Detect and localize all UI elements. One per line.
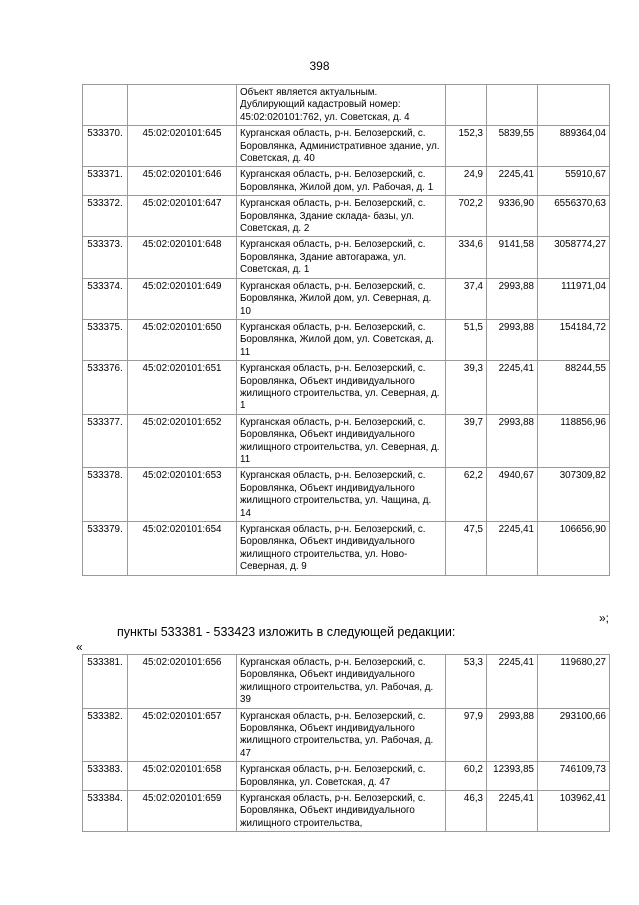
- object-area-cell: 97,9: [446, 708, 487, 762]
- cadastral-cost-cell: 106656,90: [538, 522, 610, 576]
- object-address-cell: Курганская область, р-н. Белозерский, с. Боровлянка, Объект индивидуального жилищного строительства, ул. Чащина, д. 14: [237, 468, 446, 522]
- cadastral-number-cell: 45:02:020101:650: [128, 319, 237, 360]
- object-area-cell: 702,2: [446, 196, 487, 237]
- cadastral-number-cell: 45:02:020101:645: [128, 126, 237, 167]
- object-address-cell: Курганская область, р-н. Белозерский, с. Боровлянка, Объект индивидуального жилищного строительства,: [237, 791, 446, 832]
- cadastral-cost-cell: 293100,66: [538, 708, 610, 762]
- registry-table-top-body: [83, 85, 610, 576]
- object-area-cell: 334,6: [446, 237, 487, 278]
- opening-quote-mark: «: [76, 640, 83, 654]
- object-address-cell: Курганская область, р-н. Белозерский, с. Боровлянка, Объект индивидуального жилищного строительства, ул. Ново-Северная, д. 9: [237, 522, 446, 576]
- cadastral-number-cell: 45:02:020101:658: [128, 762, 237, 791]
- object-address-cell: Курганская область, р-н. Белозерский, с. Боровлянка, Объект индивидуального жилищного строительства, ул. Северная, д. 1: [237, 361, 446, 415]
- cadastral-cost-cell: 3058774,27: [538, 237, 610, 278]
- table-row: [83, 196, 610, 237]
- table-row: [83, 85, 610, 126]
- row-number-cell: 533378.: [83, 468, 128, 522]
- unit-price-cell: 9141,58: [487, 237, 538, 278]
- unit-price-cell: 2993,88: [487, 278, 538, 319]
- row-number-cell: 533370.: [83, 126, 128, 167]
- cadastral-number-cell: 45:02:020101:659: [128, 791, 237, 832]
- object-area-cell: 60,2: [446, 762, 487, 791]
- object-area-cell: 37,4: [446, 278, 487, 319]
- object-area-cell: 53,3: [446, 655, 487, 709]
- object-address-cell: Курганская область, р-н. Белозерский, с. Боровлянка, Объект индивидуального жилищного строительства, ул. Рабочая, д. 39: [237, 655, 446, 709]
- cadastral-cost-cell: 88244,55: [538, 361, 610, 415]
- cadastral-number-cell: 45:02:020101:648: [128, 237, 237, 278]
- row-number-cell: 533383.: [83, 762, 128, 791]
- cadastral-number-cell: 45:02:020101:649: [128, 278, 237, 319]
- object-area-cell: 24,9: [446, 167, 487, 196]
- table-row: [83, 319, 610, 360]
- table-row: [83, 655, 610, 709]
- row-number-cell: 533382.: [83, 708, 128, 762]
- object-area-cell: 62,2: [446, 468, 487, 522]
- object-address-cell: Курганская область, р-н. Белозерский, с. Боровлянка, Здание автогаража, ул. Советская, д. 1: [237, 237, 446, 278]
- registry-table-bottom-body: [83, 655, 610, 832]
- table-row: [83, 791, 610, 832]
- cadastral-cost-cell: 6556370,63: [538, 196, 610, 237]
- table-row: [83, 762, 610, 791]
- cadastral-cost-cell: 103962,41: [538, 791, 610, 832]
- cadastral-number-cell: 45:02:020101:647: [128, 196, 237, 237]
- cadastral-cost-cell: 889364,04: [538, 126, 610, 167]
- unit-price-cell: 2245,41: [487, 522, 538, 576]
- unit-price-cell: 2245,41: [487, 791, 538, 832]
- row-number-cell: 533371.: [83, 167, 128, 196]
- row-number-cell: 533377.: [83, 414, 128, 468]
- object-area-cell: 46,3: [446, 791, 487, 832]
- object-address-cell: Курганская область, р-н. Белозерский, с. Боровлянка, Жилой дом, ул. Советская, д. 11: [237, 319, 446, 360]
- page-number: 398: [309, 59, 330, 73]
- unit-price-cell: 9336,90: [487, 196, 538, 237]
- row-number-cell: 533373.: [83, 237, 128, 278]
- object-address-cell: Курганская область, р-н. Белозерский, с. Боровлянка, Здание склада- базы, ул. Советская, д. 2: [237, 196, 446, 237]
- unit-price-cell: 2245,41: [487, 361, 538, 415]
- row-number-cell: 533375.: [83, 319, 128, 360]
- table-row: [83, 361, 610, 415]
- cadastral-cost-cell: 746109,73: [538, 762, 610, 791]
- row-number-cell: 533374.: [83, 278, 128, 319]
- cadastral-number-cell: 45:02:020101:654: [128, 522, 237, 576]
- unit-price-cell: 2993,88: [487, 414, 538, 468]
- cadastral-number-cell: 45:02:020101:646: [128, 167, 237, 196]
- object-area-cell: [446, 85, 487, 126]
- object-area-cell: 39,3: [446, 361, 487, 415]
- unit-price-cell: 2993,88: [487, 708, 538, 762]
- table-row: [83, 237, 610, 278]
- row-number-cell: 533384.: [83, 791, 128, 832]
- cadastral-cost-cell: 111971,04: [538, 278, 610, 319]
- unit-price-cell: 2245,41: [487, 655, 538, 709]
- cadastral-number-cell: 45:02:020101:656: [128, 655, 237, 709]
- row-number-cell: 533381.: [83, 655, 128, 709]
- object-address-cell: Курганская область, р-н. Белозерский, с. Боровлянка, Жилой дом, ул. Северная, д. 10: [237, 278, 446, 319]
- unit-price-cell: 5839,55: [487, 126, 538, 167]
- amendment-instruction: пункты 533381 - 533423 изложить в следующей редакции:: [117, 625, 456, 639]
- object-area-cell: 152,3: [446, 126, 487, 167]
- row-number-cell: 533372.: [83, 196, 128, 237]
- cadastral-number-cell: 45:02:020101:653: [128, 468, 237, 522]
- unit-price-cell: 2993,88: [487, 319, 538, 360]
- object-address-cell: Курганская область, р-н. Белозерский, с. Боровлянка, Административное здание, ул. Советская, д. 40: [237, 126, 446, 167]
- cadastral-cost-cell: 119680,27: [538, 655, 610, 709]
- object-address-cell: Курганская область, р-н. Белозерский, с. Боровлянка, Объект индивидуального жилищного строительства, ул. Северная, д. 11: [237, 414, 446, 468]
- table-row: [83, 414, 610, 468]
- object-address-cell: Курганская область, р-н. Белозерский, с. Боровлянка, ул. Советская, д. 47: [237, 762, 446, 791]
- cadastral-number-cell: 45:02:020101:651: [128, 361, 237, 415]
- cadastral-cost-cell: 55910,67: [538, 167, 610, 196]
- object-address-cell: Курганская область, р-н. Белозерский, с. Боровлянка, Жилой дом, ул. Рабочая, д. 1: [237, 167, 446, 196]
- cadastral-number-cell: 45:02:020101:657: [128, 708, 237, 762]
- registry-table-top: [82, 84, 610, 576]
- row-number-cell: 533376.: [83, 361, 128, 415]
- unit-price-cell: 2245,41: [487, 167, 538, 196]
- unit-price-cell: 12393,85: [487, 762, 538, 791]
- object-area-cell: 51,5: [446, 319, 487, 360]
- cadastral-cost-cell: [538, 85, 610, 126]
- object-area-cell: 47,5: [446, 522, 487, 576]
- cadastral-number-cell: 45:02:020101:652: [128, 414, 237, 468]
- cadastral-cost-cell: 154184,72: [538, 319, 610, 360]
- table-row: [83, 522, 610, 576]
- table-row: [83, 708, 610, 762]
- registry-table-bottom: [82, 654, 610, 832]
- object-area-cell: 39,7: [446, 414, 487, 468]
- cadastral-cost-cell: 118856,96: [538, 414, 610, 468]
- table-row: [83, 126, 610, 167]
- unit-price-cell: [487, 85, 538, 126]
- closing-quote-mark: »;: [598, 611, 609, 625]
- object-address-cell: Курганская область, р-н. Белозерский, с. Боровлянка, Объект индивидуального жилищного строительства, ул. Рабочая, д. 47: [237, 708, 446, 762]
- unit-price-cell: 4940,67: [487, 468, 538, 522]
- table-row: [83, 167, 610, 196]
- table-row: [83, 278, 610, 319]
- table-row: [83, 468, 610, 522]
- object-address-cell: Объект является актуальным. Дублирующий кадастровый номер: 45:02:020101:762, ул. Советская, д. 4: [237, 85, 446, 126]
- row-number-cell: [83, 85, 128, 126]
- cadastral-cost-cell: 307309,82: [538, 468, 610, 522]
- row-number-cell: 533379.: [83, 522, 128, 576]
- cadastral-number-cell: [128, 85, 237, 126]
